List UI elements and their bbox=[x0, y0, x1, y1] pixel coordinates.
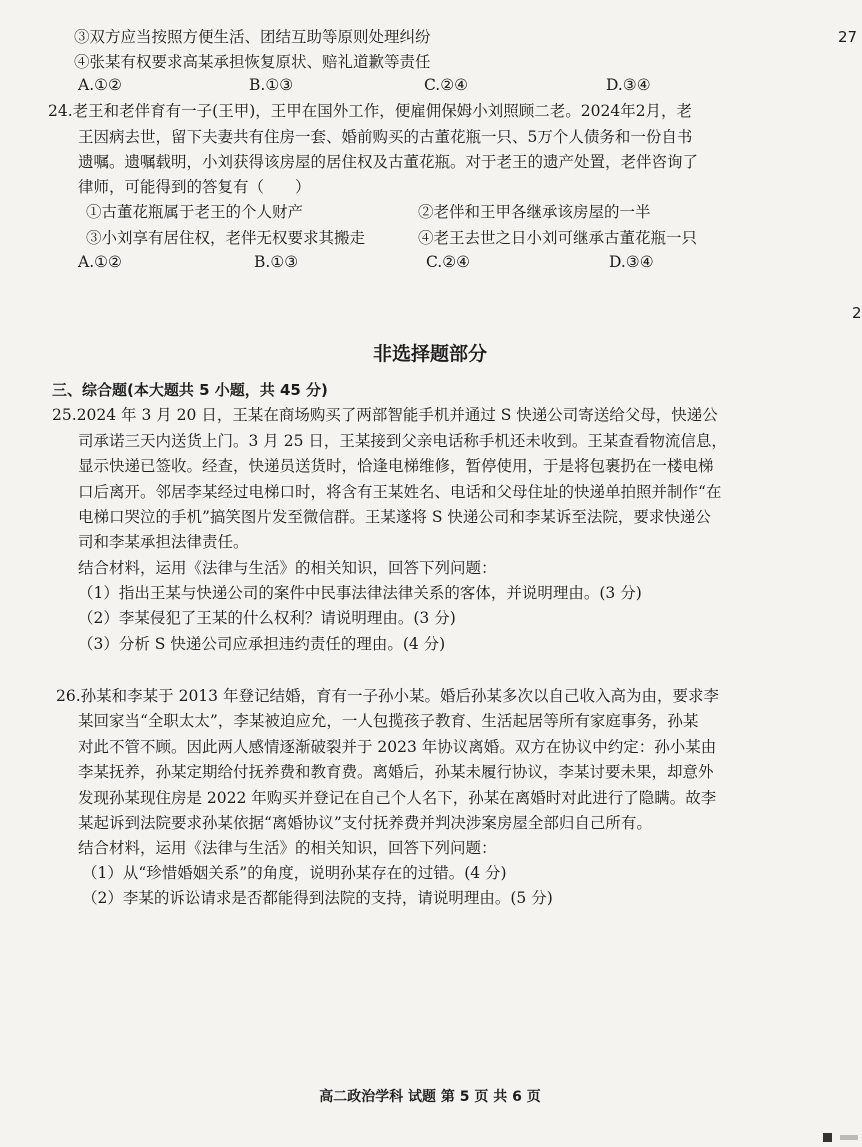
page-footer: 高二政治学科 试题 第 5 页 共 6 页 bbox=[319, 1089, 541, 1105]
q25-stem-line-2: 司承诺三天内送货上门。3 月 25 日，王某接到父亲电话称手机还未收到。王某查看物流信息， bbox=[78, 432, 727, 450]
section-title: 非选择题部分 bbox=[372, 343, 487, 365]
q25-stem-line-1: 25.2024 年 3 月 20 日，王某在商场购买了两部智能手机并通过 S 快递公司寄送给父母，快递公 bbox=[52, 406, 718, 424]
q24-option-a: A.①② bbox=[78, 253, 122, 271]
q26-stem-line-4: 李某抚养，孙某定期给付抚养费和教育费。离婚后，孙某未履行协议，李某讨要未果，却意外 bbox=[78, 763, 714, 781]
q26-stem-line-3: 对此不管不顾。因此两人感情逐渐破裂并于 2023 年协议离婚。双方在协议中约定：孙小某由 bbox=[78, 738, 717, 756]
side-mark: 2 bbox=[852, 304, 862, 322]
q25-stem-line-6: 司和李某承担法律责任。 bbox=[78, 533, 249, 551]
q24-option-d: D.③④ bbox=[609, 253, 654, 271]
q23-statement-4: ④张某有权要求高某承担恢复原状、赔礼道歉等责任 bbox=[74, 53, 431, 71]
q24-statement-3: ③小刘享有居住权，老伴无权要求其搬走 bbox=[86, 229, 366, 247]
q24-stem-line-4: 律师，可能得到的答复有（ ） bbox=[78, 178, 311, 196]
q23-option-c: C.②④ bbox=[424, 76, 469, 94]
q24-stem-line-3: 遗嘱。遗嘱载明，小刘获得该房屋的居住权及古董花瓶。对于老王的遗产处置，老伴咨询了 bbox=[78, 153, 699, 171]
q25-prompt: 结合材料，运用《法律与生活》的相关知识，回答下列问题： bbox=[78, 559, 497, 577]
part3-heading: 三、综合题(本大题共 5 小题，共 45 分) bbox=[52, 381, 328, 399]
q24-option-c: C.②④ bbox=[426, 253, 471, 271]
q25-subquestion-2: （2）李某侵犯了王某的什么权利？请说明理由。(3 分) bbox=[78, 609, 456, 627]
q25-subquestion-1: （1）指出王某与快递公司的案件中民事法律法律关系的客体，并说明理由。(3 分) bbox=[78, 584, 642, 602]
q26-stem-line-6: 某起诉到法院要求孙某依据“离婚协议”支付抚养费并判决涉案房屋全部归自己所有。 bbox=[78, 814, 652, 832]
q26-stem-line-1: 26.孙某和李某于 2013 年登记结婚，育有一子孙小某。婚后孙某多次以自己收入高为由，要求李 bbox=[56, 687, 719, 705]
q24-option-b: B.①③ bbox=[254, 253, 299, 271]
q26-stem-line-5: 发现孙某现住房是 2022 年购买并登记在自己个人名下，孙某在离婚时对此进行了隐瞒。故李 bbox=[78, 789, 717, 807]
page-corner-number: 27 bbox=[838, 28, 858, 46]
q24-statement-4: ④老王去世之日小刘可继承古董花瓶一只 bbox=[418, 229, 698, 247]
q25-stem-line-5: 电梯口哭泣的手机”搞笑图片发至微信群。王某遂将 S 快递公司和李某诉至法院，要求快递公 bbox=[78, 508, 711, 526]
q24-stem-line-1: 24.老王和老伴育有一子(王甲)，王甲在国外工作，便雇佣保姆小刘照顾二老。2024年2月，老 bbox=[48, 102, 693, 120]
q24-stem-line-2: 王因病去世，留下夫妻共有住房一套、婚前购买的古董花瓶一只、5万个人债务和一份自书 bbox=[78, 128, 693, 146]
watermark-logo bbox=[840, 1135, 858, 1140]
q26-subquestion-2: （2）李某的诉讼请求是否都能得到法院的支持，请说明理由。(5 分) bbox=[82, 889, 553, 907]
q26-subquestion-1: （1）从“珍惜婚姻关系”的角度，说明孙某存在的过错。(4 分) bbox=[82, 864, 507, 882]
q23-option-b: B.①③ bbox=[249, 76, 294, 94]
q24-statement-2: ②老伴和王甲各继承该房屋的一半 bbox=[418, 203, 651, 221]
q26-stem-line-2: 某回家当“全职太太”，李某被迫应允，一人包揽孩子教育、生活起居等所有家庭事务，孙某 bbox=[78, 712, 699, 730]
qr-code-icon bbox=[823, 1133, 832, 1142]
q25-stem-line-3: 显示快递已签收。经查，快递员送货时，恰逢电梯维修，暂停使用，于是将包裹扔在一楼电梯 bbox=[78, 457, 714, 475]
q25-subquestion-3: （3）分析 S 快递公司应承担违约责任的理由。(4 分) bbox=[78, 635, 446, 653]
q24-statement-1: ①古董花瓶属于老王的个人财产 bbox=[86, 203, 304, 221]
q23-statement-3: ③双方应当按照方便生活、团结互助等原则处理纠纷 bbox=[74, 28, 431, 46]
q23-option-d: D.③④ bbox=[606, 76, 651, 94]
q23-option-a: A.①② bbox=[78, 76, 122, 94]
q26-prompt: 结合材料，运用《法律与生活》的相关知识，回答下列问题： bbox=[78, 839, 497, 857]
q25-stem-line-4: 口后离开。邻居李某经过电梯口时，将含有王某姓名、电话和父母住址的快递单拍照并制作“在 bbox=[78, 483, 722, 501]
